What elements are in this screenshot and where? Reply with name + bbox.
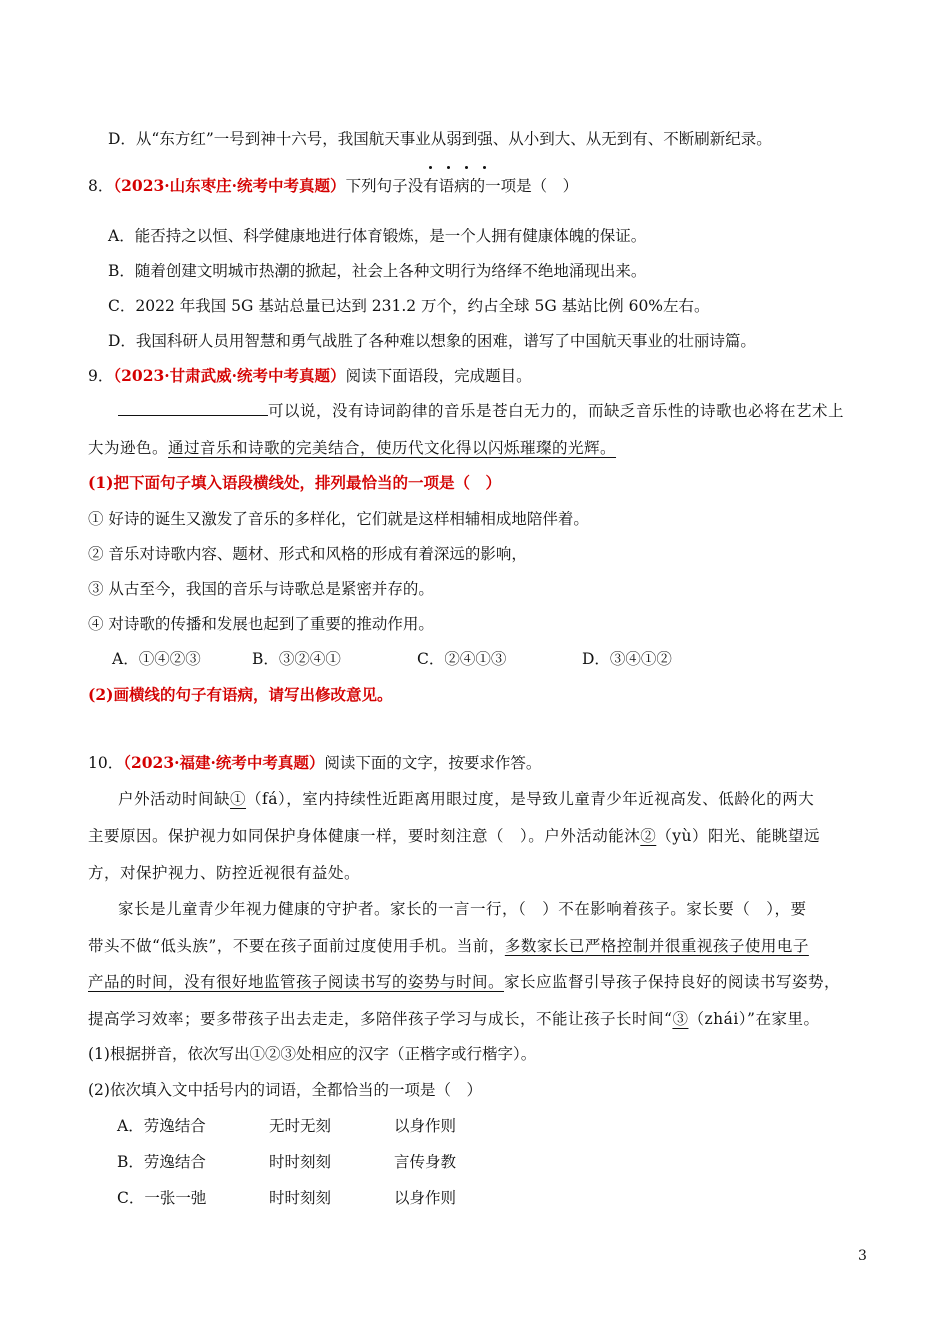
q10-source: （2023·福建·统考中考真题） — [123, 753, 325, 772]
q10-option-c-2: 时时刻刻 — [269, 1189, 332, 1207]
q9-choice-c: C．②④①③ — [417, 650, 507, 668]
q10-text: 提高学习效率；要多带孩子出去走走，多陪伴孩子学习与成长，不能让孩子长时间“ — [88, 1010, 673, 1028]
q10-sub1: (1)根据拼音，依次写出①②③处相应的汉字（正楷字或行楷字）。 — [88, 1045, 537, 1063]
q9-passage-line2 — [88, 437, 616, 459]
q10-p1-line3: 方，对保护视力、防控近视很有益处。 — [88, 864, 361, 882]
q9-passage-line1 — [118, 400, 844, 422]
q8-emph-char: 有 — [423, 177, 439, 195]
q9-choice-b: B．③②④① — [252, 650, 341, 668]
q8-option-a: A．能否持之以恒、科学健康地进行体育锻炼，是一个人拥有健康体魄的保证。 — [108, 227, 647, 245]
q9-underlined-sentence: 通过音乐和诗歌的完美结合，使历代文化得以闪烁璀璨的光辉。 — [168, 439, 617, 457]
fill-blank — [118, 401, 268, 416]
q10-option-c-3: 以身作则 — [394, 1189, 457, 1207]
q10-text: （fá），室内持续性近距离用眼过度，是导致儿童青少年近视高发、低龄化的两大 — [246, 790, 815, 808]
q10-option-b-1: B．劳逸结合 — [117, 1153, 206, 1171]
q9-stem — [88, 365, 532, 387]
q9-sub2: (2)画横线的句子有语病，请写出修改意见。 — [88, 685, 393, 704]
q10-text: （zhái）”在家里。 — [688, 1010, 820, 1028]
q10-p2-line4 — [88, 1008, 819, 1030]
q9-number: 9． — [88, 367, 114, 385]
q9-sub1: (1)把下面句子填入语段横线处，排列最恰当的一项是（ ） — [88, 473, 501, 492]
q9-sentence-1: ① 好诗的诞生又激发了音乐的多样化，它们就是这样相辅相成地陪伴着。 — [88, 510, 589, 528]
page-number: 3 — [858, 1248, 867, 1264]
q10-text: 户外活动时间缺 — [118, 790, 231, 808]
q10-p2-line2 — [88, 935, 809, 957]
q10-text: 带头不做“低头族”，不要在孩子面前过度使用手机。当前， — [88, 937, 505, 955]
q10-p1-line1 — [118, 788, 814, 810]
q8-option-b: B．随着创建文明城市热潮的掀起，社会上各种文明行为络绎不绝地涌现出来。 — [108, 262, 647, 280]
q7-option-d: D．从“东方红”一号到神十六号，我国航天事业从弱到强、从小到大、从无到有、不断刷新纪录。 — [108, 130, 772, 148]
q10-stem — [88, 752, 541, 774]
q8-option-c: C．2022 年我国 5G 基站总量已达到 231.2 万个，约占全球 5G 基站比例 60%左右。 — [108, 297, 710, 315]
q10-p2-line3 — [88, 971, 840, 993]
q10-option-c-1: C．一张一弛 — [117, 1189, 207, 1207]
q10-underlined-sentence: 产品的时间，没有很好地监管孩子阅读书写的姿势与时间。 — [88, 973, 505, 991]
q9-choice-d: D．③④①② — [582, 650, 672, 668]
q10-number: 10． — [88, 754, 124, 772]
q9-sentence-2: ② 音乐对诗歌内容、题材、形式和风格的形成有着深远的影响， — [88, 545, 527, 563]
q9-choice-a: A．①④②③ — [112, 650, 201, 668]
blank-marker-3: ③ — [672, 1010, 689, 1028]
q8-option-d: D．我国科研人员用智慧和勇气战胜了各种难以想象的困难，谱写了中国航天事业的壮丽诗篇。 — [108, 332, 756, 350]
q8-emph-char: 语 — [438, 177, 455, 195]
blank-marker-1: ① — [230, 790, 247, 808]
q8-stem-a: 下列句子 — [345, 177, 408, 195]
q10-text: 家长应监督引导孩子保持良好的阅读书写姿势， — [504, 973, 841, 991]
q8-stem-b: 的一项是（ ） — [469, 177, 579, 195]
q8-source: （2023·山东枣庄·统考中考真题） — [113, 176, 346, 195]
q10-underlined-sentence: 多数家长已严格控制并很重视孩子使用电子 — [504, 937, 809, 955]
q10-option-b-2: 时时刻刻 — [269, 1153, 332, 1171]
q10-p2-line1: 家长是儿童青少年视力健康的守护者。家长的一言一行，（ ）不在影响着孩子。家长要（ ），要 — [118, 900, 807, 918]
q8-stem — [88, 175, 578, 197]
blank-marker-2: ② — [640, 827, 657, 845]
q9-source: （2023·甘肃武威·统考中考真题） — [113, 366, 346, 385]
q8-number: 8． — [88, 177, 114, 195]
q10-text: 主要原因。保护视力如同保护身体健康一样，要时刻注意（ ）。户外活动能沐 — [88, 827, 641, 845]
q9-sentence-4: ④ 对诗歌的传播和发展也起到了重要的推动作用。 — [88, 615, 434, 633]
q10-option-a-1: A．劳逸结合 — [117, 1117, 206, 1135]
q10-option-a-3: 以身作则 — [394, 1117, 457, 1135]
q10-option-b-3: 言传身教 — [394, 1153, 457, 1171]
q9-sentence-3: ③ 从古至今，我国的音乐与诗歌总是紧密并存的。 — [88, 580, 434, 598]
q8-emph-char: 病 — [454, 177, 470, 195]
q10-option-a-2: 无时无刻 — [269, 1117, 332, 1135]
q8-emph-char: 没 — [407, 177, 424, 195]
q10-text: （yù）阳光、能眺望远 — [656, 827, 821, 845]
q10-stem-text: 阅读下面的文字，按要求作答。 — [324, 754, 542, 772]
q9-passage-text-a: 大为逊色。 — [88, 439, 169, 457]
q9-stem-text: 阅读下面语段，完成题目。 — [345, 367, 532, 385]
q10-p1-line2 — [88, 825, 820, 847]
q9-passage-text: 可以说，没有诗词韵律的音乐是苍白无力的，而缺乏音乐性的诗歌也必将在艺术上 — [268, 402, 845, 420]
q10-sub2: (2)依次填入文中括号内的词语，全都恰当的一项是（ ） — [88, 1081, 482, 1099]
emphasis-dots — [425, 166, 495, 174]
